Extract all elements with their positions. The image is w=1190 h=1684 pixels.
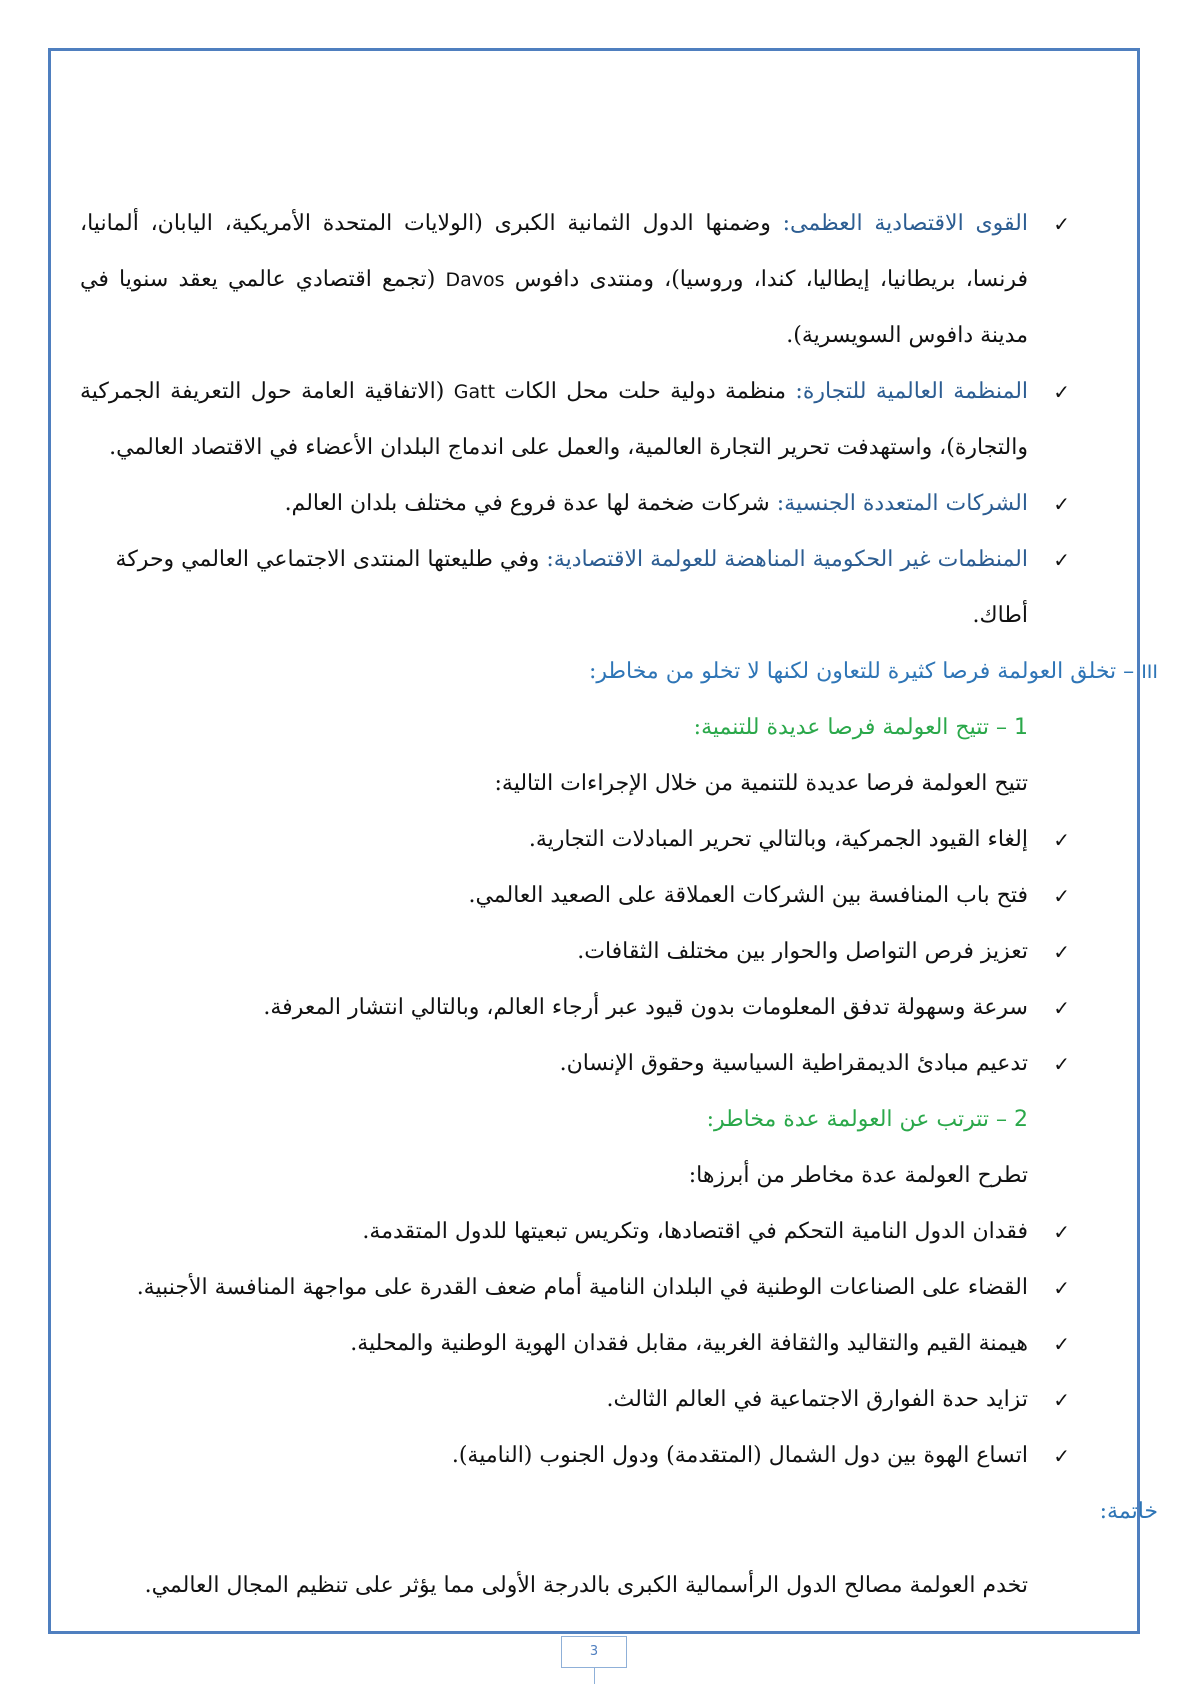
list-item — [80, 868, 1080, 924]
list-item — [80, 980, 1080, 1036]
checkmark-icon: ✓ — [1053, 996, 1070, 1020]
checkmark-icon: ✓ — [1053, 1052, 1070, 1076]
section-number: III — [1141, 661, 1158, 683]
list-item-text: سرعة وسهولة تدفق المعلومات بدون قيود عبر أرجاء العالم، وبالتالي انتشار المعرفة. — [263, 995, 1028, 1020]
checkmark-icon: ✓ — [1053, 548, 1070, 572]
list-item — [80, 1428, 1080, 1484]
bullet-ngos — [80, 532, 1080, 644]
bullet-latin-term: Gatt — [453, 381, 496, 403]
bullet-latin-term: Davos — [445, 269, 505, 291]
checkmark-icon: ✓ — [1053, 884, 1070, 908]
checkmark-icon: ✓ — [1053, 1388, 1070, 1412]
checkmark-icon: ✓ — [1053, 1276, 1070, 1300]
subheading-number: 2 — [1014, 1107, 1028, 1132]
list-item-text: تعزيز فرص التواصل والحوار بين مختلف الثقافات. — [577, 939, 1028, 964]
bullet-term: المنظمة العالمية للتجارة: — [795, 379, 1029, 404]
intro-risks: تطرح العولمة عدة مخاطر من أبرزها: — [688, 1163, 1028, 1188]
list-item-text: تزايد حدة الفوارق الاجتماعية في العالم الثالث. — [606, 1387, 1028, 1412]
subheading-title: تتيح العولمة فرصا عديدة للتنمية: — [693, 715, 989, 740]
list-item — [80, 812, 1080, 868]
bullet-text: (الاتفاقية العامة حول التعريفة الجمركية والتجارة)، واستهدفت تحرير التجارة العالمية، والعمل على اندماج البلدان الأعضاء في الاقتصاد العالمي. — [80, 379, 1028, 460]
list-item-text: فتح باب المنافسة بين الشركات العملاقة على الصعيد العالمي. — [468, 883, 1028, 908]
conclusion-text: تخدم العولمة مصالح الدول الرأسمالية الكبرى بالدرجة الأولى مما يؤثر على تنظيم المجال العالمي. — [144, 1573, 1028, 1598]
section-heading-iii: III – تخلق العولمة فرصا كثيرة للتعاون لكنها لا تخلو من مخاطر: — [588, 659, 1158, 684]
checkmark-icon: ✓ — [1053, 212, 1070, 236]
page-number: 3 — [561, 1636, 627, 1668]
checkmark-icon: ✓ — [1053, 1332, 1070, 1356]
checkmark-icon: ✓ — [1053, 1220, 1070, 1244]
list-item-text: إلغاء القيود الجمركية، وبالتالي تحرير المبادلات التجارية. — [528, 827, 1028, 852]
document-body — [80, 196, 1158, 1614]
checkmark-icon: ✓ — [1053, 380, 1070, 404]
bullet-term: القوى الاقتصادية العظمى: — [782, 211, 1028, 236]
bullet-text: (تجمع اقتصادي عالمي يعقد سنويا في مدينة دافوس السويسرية). — [80, 267, 1028, 348]
intro-opportunities: تتيح العولمة فرصا عديدة للتنمية من خلال الإجراءات التالية: — [494, 771, 1028, 796]
bullet-text: وفي طليعتها المنتدى الاجتماعي العالمي وحركة أطاك. — [115, 547, 1028, 628]
list-item-text: القضاء على الصناعات الوطنية في البلدان النامية أمام ضعف القدرة على مواجهة المنافسة الأجنبية. — [136, 1275, 1028, 1300]
list-item — [80, 1036, 1080, 1092]
section-title: تخلق العولمة فرصا كثيرة للتعاون لكنها لا تخلو من مخاطر: — [588, 659, 1117, 684]
list-item — [80, 1260, 1080, 1316]
bullet-wto — [80, 364, 1080, 476]
bullet-multinationals — [80, 476, 1080, 532]
checkmark-icon: ✓ — [1053, 828, 1070, 852]
conclusion-title: خاتمة: — [1099, 1499, 1158, 1524]
bullet-text: شركات ضخمة لها عدة فروع في مختلف بلدان العالم. — [284, 491, 777, 516]
page-number-connector — [594, 1668, 595, 1684]
list-item — [80, 924, 1080, 980]
bullet-term: المنظمات غير الحكومية المناهضة للعولمة الاقتصادية: — [546, 547, 1028, 572]
list-item — [80, 1316, 1080, 1372]
checkmark-icon: ✓ — [1053, 940, 1070, 964]
checkmark-icon: ✓ — [1053, 1444, 1070, 1468]
subheading-opportunities: 1 – تتيح العولمة فرصا عديدة للتنمية: — [693, 715, 1028, 740]
bullet-text: وضمنها الدول الثمانية الكبرى (الولايات المتحدة الأمريكية، اليابان، ألمانيا، فرنسا، بريطانيا، إيطاليا، كندا، وروسيا)، ومنتدى دافوس — [80, 211, 1028, 292]
subheading-risks: 2 – تترتب عن العولمة عدة مخاطر: — [706, 1107, 1028, 1132]
list-item — [80, 1372, 1080, 1428]
bullet-term: الشركات المتعددة الجنسية: — [776, 491, 1028, 516]
list-item-text: اتساع الهوة بين دول الشمال (المتقدمة) ودول الجنوب (النامية). — [451, 1443, 1028, 1468]
list-item — [80, 1204, 1080, 1260]
list-item-text: فقدان الدول النامية التحكم في اقتصادها، وتكريس تبعيتها للدول المتقدمة. — [362, 1219, 1028, 1244]
list-item-text: تدعيم مبادئ الديمقراطية السياسية وحقوق الإنسان. — [559, 1051, 1028, 1076]
bullet-text: منظمة دولية حلت محل الكات — [495, 379, 796, 404]
subheading-title: تترتب عن العولمة عدة مخاطر: — [706, 1107, 989, 1132]
checkmark-icon: ✓ — [1053, 492, 1070, 516]
bullet-economic-powers — [80, 196, 1080, 364]
list-item-text: هيمنة القيم والتقاليد والثقافة الغربية، مقابل فقدان الهوية الوطنية والمحلية. — [350, 1331, 1028, 1356]
subheading-number: 1 — [1014, 715, 1028, 740]
